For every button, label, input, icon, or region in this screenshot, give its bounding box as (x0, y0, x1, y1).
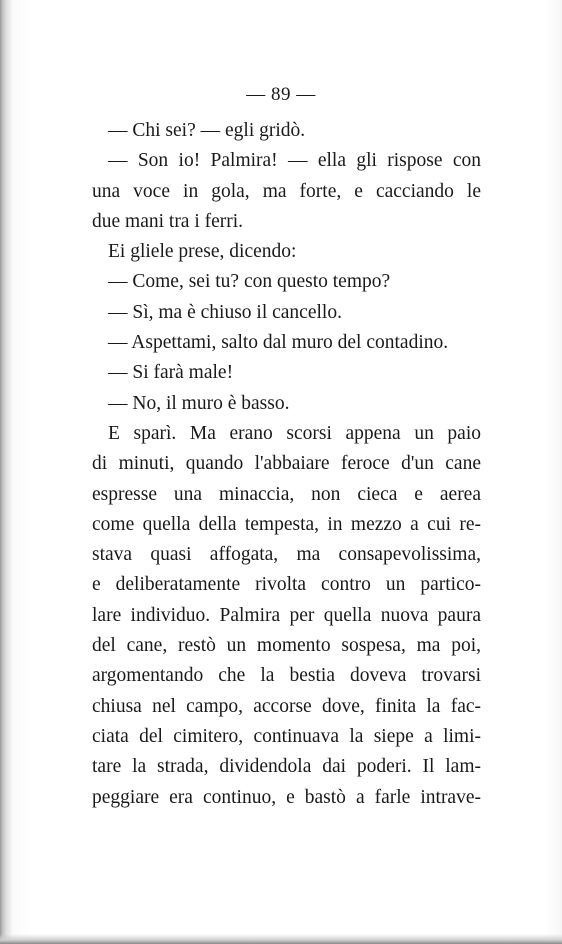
text-line: chiusa nel campo, accorse dove, finita la fac- (92, 695, 481, 717)
text-line: — Son io! Palmira! — ella gli rispose con (108, 150, 481, 172)
page-number: — 89 — (246, 84, 316, 105)
text-line: due mani tra i ferri. (92, 210, 244, 232)
text-line: espresse una minaccia, non cieca e aerea (92, 483, 481, 505)
text-line: una voce in gola, ma forte, e cacciando le (92, 180, 481, 202)
text-line: di minuti, quando l'abbaiare feroce d'un cane (92, 453, 481, 475)
page-bottom-edge (0, 934, 562, 944)
text-line: lare individuo. Palmira per quella nuova paura (92, 604, 481, 626)
text-line: tare la strada, dividendola dai poderi. Il lam- (92, 756, 481, 778)
book-binding-shadow (0, 0, 12, 944)
text-line: del cane, restò un momento sospesa, ma poi, (92, 635, 481, 657)
text-line: — Si farà male! (108, 362, 234, 384)
text-line: stava quasi affogata, ma consapevolissima, (92, 544, 481, 566)
text-line: — No, il muro è basso. (108, 392, 290, 414)
body-text (92, 116, 481, 813)
text-line: e deliberatamente rivolta contro un partico- (92, 574, 481, 596)
text-line: — Sì, ma è chiuso il cancello. (108, 301, 342, 323)
text-line: E sparì. Ma erano scorsi appena un paio (108, 422, 481, 444)
text-line: argomentando che la bestia doveva trovarsi (92, 665, 481, 687)
text-line: — Come, sei tu? con questo tempo? (108, 271, 391, 293)
text-line: peggiare era continuo, e bastò a farle intrave- (92, 786, 481, 808)
text-line: come quella della tempesta, in mezzo a cui re- (92, 513, 481, 535)
text-line: Ei gliele prese, dicendo: (108, 241, 297, 263)
text-line: — Aspettami, salto dal muro del contadino. (108, 332, 449, 354)
text-line: ciata del cimitero, continuava la siepe a limi- (92, 725, 481, 747)
text-line: — Chi sei? — egli gridò. (108, 120, 306, 141)
